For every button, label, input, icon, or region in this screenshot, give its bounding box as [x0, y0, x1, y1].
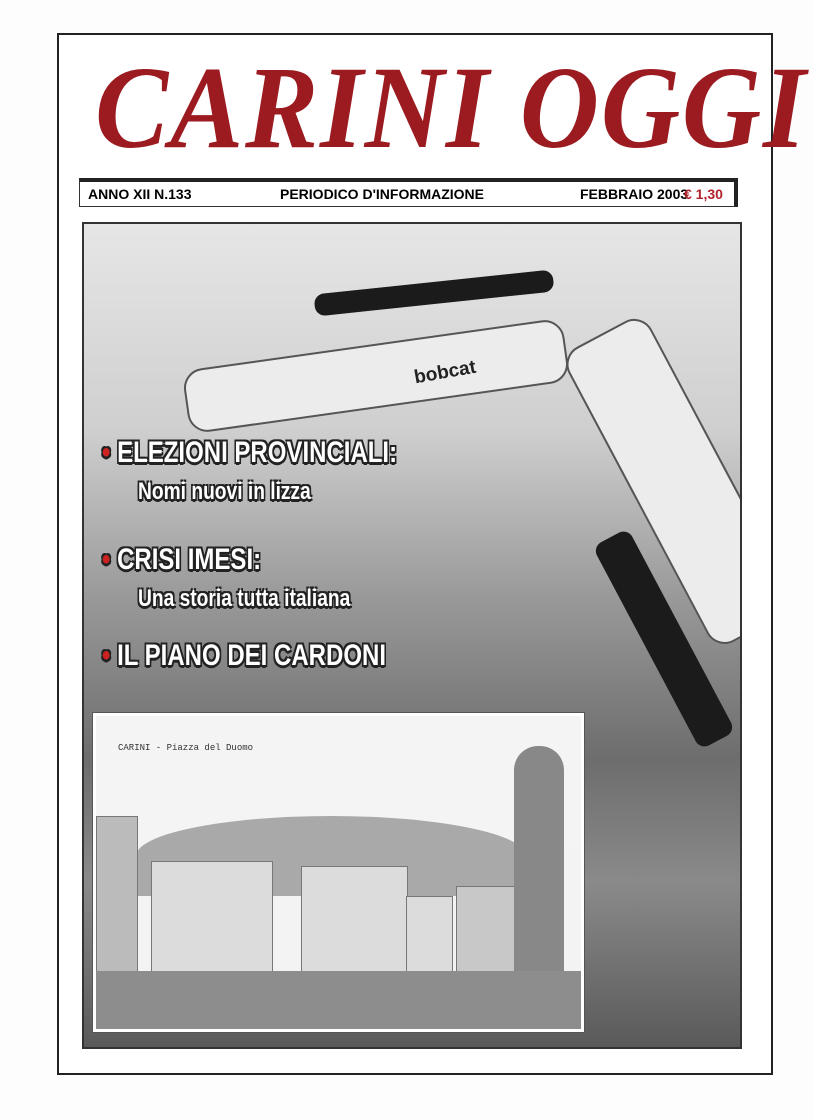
postcard-caption: CARINI - Piazza del Duomo: [118, 743, 254, 753]
bobcat-logo: bobcat: [412, 356, 478, 389]
periodical-subtitle: PERIODICO D'INFORMAZIONE: [280, 186, 484, 202]
headline-1-title: ELEZIONI PROVINCIALI:: [117, 436, 398, 469]
headline-1-subtitle: Nomi nuovi in lizza: [138, 478, 311, 505]
building: [151, 861, 273, 973]
bullet-icon: •: [102, 436, 111, 469]
building: [456, 886, 518, 973]
price: € 1,30: [684, 186, 723, 202]
issue-date: FEBBRAIO 2003: [580, 186, 689, 202]
building: [406, 896, 453, 973]
building: [301, 866, 408, 973]
headline-2: [102, 543, 261, 577]
bullet-icon: •: [102, 543, 111, 576]
masthead-title: CARINI OGGI: [95, 42, 808, 173]
headline-3: [102, 639, 386, 673]
info-bar: [79, 178, 738, 207]
headline-2-subtitle: Una storia tutta italiana: [138, 585, 351, 612]
excavator-boom: [181, 318, 570, 435]
postcard-photo: [93, 713, 584, 1032]
piazza-pavement: [96, 971, 581, 1029]
issue-number: ANNO XII N.133: [88, 186, 192, 202]
bullet-icon: •: [102, 639, 111, 672]
duomo-bell-tower: [514, 746, 564, 971]
headline-1: [102, 436, 397, 470]
hydraulic-piston: [314, 270, 555, 317]
headline-2-title: CRISI IMESI:: [117, 543, 262, 576]
headline-3-title: IL PIANO DEI CARDONI: [117, 639, 387, 672]
building: [96, 816, 138, 973]
